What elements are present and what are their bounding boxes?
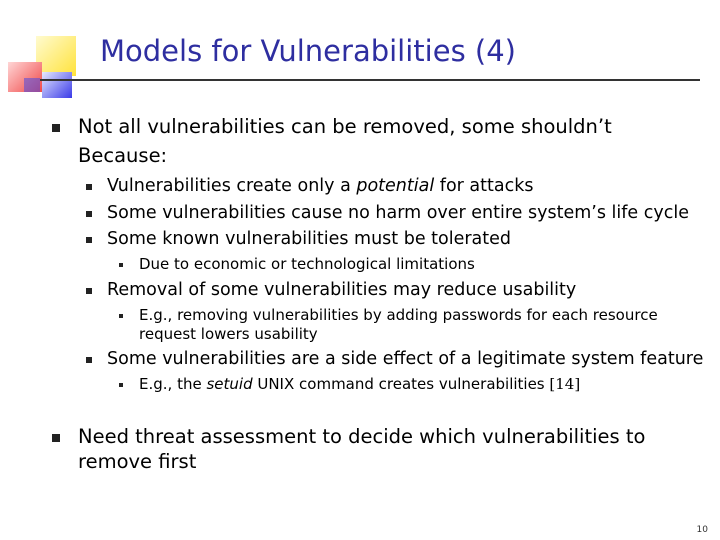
sub-bullet-text: Some known vulnerabilities must be tolerated (107, 229, 512, 249)
bullet-square-icon (119, 263, 123, 267)
sub-bullet-text: Removal of some vulnerabilities may reduce usability (107, 280, 577, 300)
slide-title: Models for Vulnerabilities (4) (100, 34, 516, 68)
bullet-square-icon (86, 357, 92, 363)
sub-bullet-text (107, 178, 533, 196)
bullet-square-icon (52, 124, 60, 132)
bullet-square-icon (86, 288, 92, 294)
page-number: 10 (696, 525, 708, 535)
bullet-square-icon (119, 314, 123, 318)
bullet-square-icon (86, 237, 92, 243)
text-segment: for attacks (434, 176, 534, 196)
bullet-text: Not all vulnerabilities can be removed, some shouldn’t (78, 115, 612, 138)
bullet-square-icon (52, 434, 60, 442)
text-segment: Vulnerabilities create only a (107, 176, 357, 196)
decorative-square-blue-small (24, 78, 40, 92)
sub-sub-bullet-text: E.g., removing vulnerabilities by adding passwords for each resource (139, 306, 658, 324)
bullet-square-icon (119, 383, 123, 387)
bullet-text-continued: remove first (78, 450, 197, 473)
bullet-square-icon (86, 211, 92, 217)
sub-bullet-text: Some vulnerabilities are a side effect of a legitimate system feature (107, 349, 704, 369)
bullet-text: Need threat assessment to decide which vulnerabilities to (78, 425, 646, 448)
text-segment: UNIX command creates vulnerabilities (252, 375, 550, 393)
sub-sub-bullet-text: Due to economic or technological limitations (139, 255, 475, 273)
sub-bullet-text: Some vulnerabilities cause no harm over entire system’s life cycle (107, 203, 689, 223)
decorative-square-yellow (36, 36, 76, 76)
text-segment: E.g., the (139, 375, 207, 393)
italic-text: potential (356, 176, 435, 196)
sub-sub-bullet-text-continued: request lowers usability (139, 325, 318, 343)
decorative-square-blue (42, 72, 72, 98)
italic-text: setuid (206, 375, 253, 393)
sub-sub-bullet-text (139, 377, 580, 392)
citation-reference: [14] (549, 375, 581, 393)
title-underline (40, 79, 700, 81)
bullet-text-continued: Because: (78, 144, 168, 167)
bullet-square-icon (86, 184, 92, 190)
